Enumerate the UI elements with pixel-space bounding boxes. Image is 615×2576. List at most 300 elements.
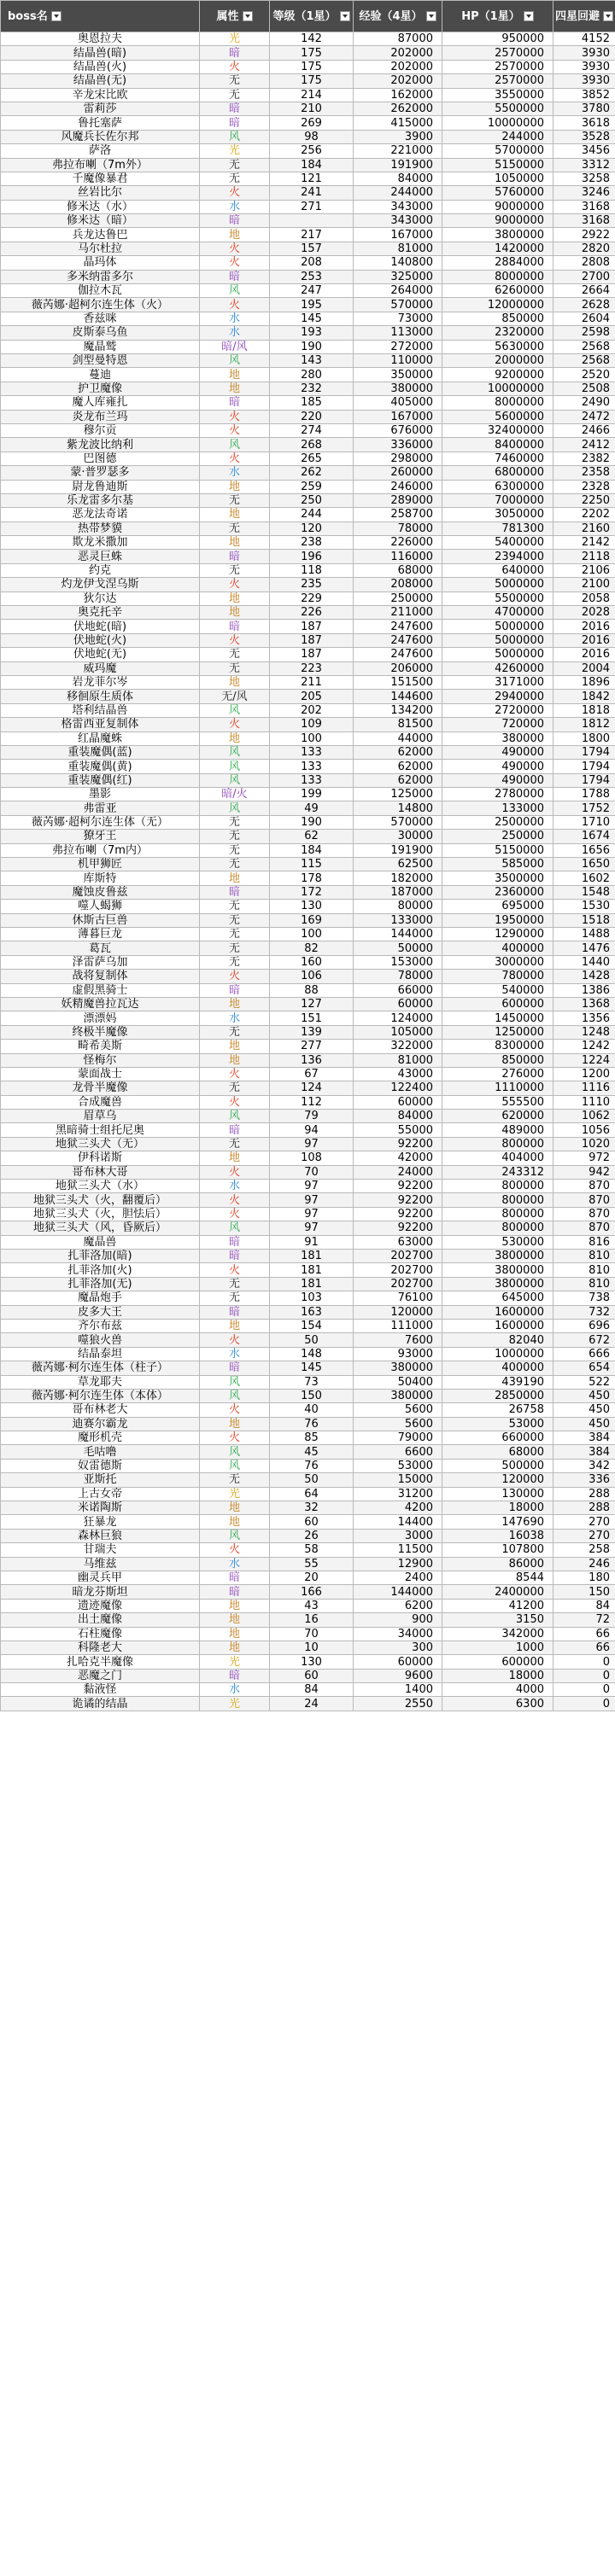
exp-cell: 247600: [354, 620, 442, 633]
exp-cell: 113000: [354, 326, 442, 340]
hp-cell: 3050000: [442, 508, 554, 522]
attribute-cell: 地: [200, 1613, 270, 1627]
exp-cell: 30000: [354, 830, 442, 843]
dodge-cell: 1356: [554, 1011, 615, 1025]
hp-cell: 9000000: [442, 214, 554, 228]
boss-name-cell: 出土魔像: [1, 1613, 200, 1627]
table-row: [1, 88, 615, 102]
exp-cell: 2550: [354, 1697, 442, 1711]
hp-cell: 3800000: [442, 1277, 554, 1291]
level-cell: 133: [270, 745, 354, 759]
table-row: [1, 242, 615, 255]
level-cell: 223: [270, 661, 354, 675]
level-cell: 220: [270, 410, 354, 423]
level-cell: 84: [270, 1683, 354, 1697]
exp-cell: 60000: [354, 997, 442, 1011]
boss-name-cell: 乐龙雷多尔基: [1, 493, 200, 507]
level-cell: 175: [270, 74, 354, 88]
boss-name-cell: 修米达（暗）: [1, 214, 200, 228]
table-row: [1, 1180, 615, 1193]
boss-name-cell: 重装魔偶(蓝): [1, 745, 200, 759]
filter-dropdown-icon[interactable]: [51, 11, 62, 21]
exp-cell: 244000: [354, 186, 442, 200]
exp-cell: 92200: [354, 1207, 442, 1221]
boss-name-cell: 黑暗骑士组托尼奥: [1, 1123, 200, 1137]
level-cell: 235: [270, 578, 354, 592]
level-cell: 244: [270, 508, 354, 522]
level-cell: 190: [270, 815, 354, 829]
dodge-cell: 1812: [554, 718, 615, 731]
boss-name-cell: 休斯古巨兽: [1, 913, 200, 927]
attribute-cell: 暗/风: [200, 340, 270, 353]
exp-cell: 9600: [354, 1669, 442, 1682]
attribute-cell: 风: [200, 1221, 270, 1235]
dodge-cell: 666: [554, 1347, 615, 1361]
boss-name-cell: 鲁托塞萨: [1, 116, 200, 130]
dodge-cell: 84: [554, 1599, 615, 1612]
level-cell: 79: [270, 1110, 354, 1123]
hp-cell: 695000: [442, 900, 554, 913]
level-cell: 64: [270, 1487, 354, 1501]
attribute-cell: 地: [200, 871, 270, 885]
boss-name-cell: 噬人蝎狮: [1, 900, 200, 913]
table-row: [1, 1221, 615, 1235]
attribute-cell: 暗/火: [200, 788, 270, 801]
table-row: [1, 1473, 615, 1487]
attribute-cell: 无: [200, 1025, 270, 1039]
table-row: [1, 46, 615, 60]
level-cell: 150: [270, 1389, 354, 1402]
dodge-cell: 2520: [554, 368, 615, 382]
dodge-cell: 270: [554, 1515, 615, 1529]
hp-cell: 3800000: [442, 228, 554, 242]
attribute-cell: 风: [200, 1389, 270, 1402]
boss-name-cell: 伏地蛇(暗): [1, 620, 200, 633]
table-row: [1, 592, 615, 605]
attribute-cell: 地: [200, 508, 270, 522]
boss-name-cell: 伽拉木瓦: [1, 284, 200, 298]
hp-cell: 7000000: [442, 493, 554, 507]
attribute-cell: 火: [200, 410, 270, 423]
table-row: [1, 1263, 615, 1277]
table-row: [1, 1557, 615, 1571]
boss-name-cell: 扎菲洛加(无): [1, 1277, 200, 1291]
dodge-cell: 2328: [554, 480, 615, 493]
hp-cell: 489000: [442, 1123, 554, 1137]
filter-dropdown-icon[interactable]: [340, 11, 350, 21]
level-cell: 145: [270, 312, 354, 325]
boss-name-cell: 风魔兵长佐尔邦: [1, 130, 200, 143]
boss-name-cell: 哥布林大哥: [1, 1165, 200, 1179]
boss-name-cell: 薄暮巨龙: [1, 928, 200, 941]
hp-cell: 86000: [442, 1557, 554, 1571]
boss-name-cell: 狂暴龙: [1, 1515, 200, 1529]
exp-cell: 31200: [354, 1487, 442, 1501]
hp-cell: 3000000: [442, 955, 554, 969]
dodge-cell: 3456: [554, 144, 615, 158]
hp-cell: 2500000: [442, 815, 554, 829]
table-row: [1, 1249, 615, 1262]
level-cell: 76: [270, 1459, 354, 1472]
hp-cell: 500000: [442, 1459, 554, 1472]
exp-cell: 167000: [354, 228, 442, 242]
exp-cell: 258700: [354, 508, 442, 522]
header-exp[interactable]: [354, 1, 442, 32]
dodge-cell: 270: [554, 1529, 615, 1542]
attribute-cell: 无: [200, 522, 270, 535]
table-row: [1, 102, 615, 115]
level-cell: 226: [270, 606, 354, 620]
table-row: [1, 1627, 615, 1641]
dodge-cell: 1020: [554, 1137, 615, 1151]
table-row: [1, 493, 615, 507]
dodge-cell: 654: [554, 1361, 615, 1375]
dodge-cell: 288: [554, 1501, 615, 1515]
hp-cell: 404000: [442, 1151, 554, 1165]
dodge-cell: 246: [554, 1557, 615, 1571]
boss-name-cell: 遗迹魔像: [1, 1599, 200, 1612]
filter-dropdown-icon[interactable]: [524, 11, 534, 21]
level-cell: 166: [270, 1585, 354, 1599]
dodge-cell: 942: [554, 1165, 615, 1179]
level-cell: 181: [270, 1263, 354, 1277]
hp-cell: 10000000: [442, 116, 554, 130]
table-row: [1, 410, 615, 423]
table-row: [1, 1487, 615, 1501]
filter-dropdown-icon[interactable]: [243, 11, 253, 21]
hp-cell: 130000: [442, 1487, 554, 1501]
hp-cell: 147690: [442, 1515, 554, 1529]
hp-cell: 555500: [442, 1095, 554, 1109]
exp-cell: 92200: [354, 1180, 442, 1193]
attribute-cell: 地: [200, 997, 270, 1011]
hp-cell: 32400000: [442, 423, 554, 437]
level-cell: 55: [270, 1557, 354, 1571]
boss-name-cell: 雷莉莎: [1, 102, 200, 115]
attribute-cell: 无: [200, 1291, 270, 1305]
level-cell: 271: [270, 200, 354, 213]
exp-cell: 92200: [354, 1193, 442, 1207]
hp-cell: 5000000: [442, 578, 554, 592]
attribute-cell: 无: [200, 900, 270, 913]
level-cell: 120: [270, 522, 354, 535]
attribute-cell: 无: [200, 1277, 270, 1291]
attribute-cell: 地: [200, 1641, 270, 1654]
table-row: [1, 32, 615, 46]
attribute-cell: 地: [200, 1501, 270, 1515]
attribute-cell: 火: [200, 242, 270, 255]
boss-name-cell: 怪梅尔: [1, 1053, 200, 1067]
attribute-cell: 火: [200, 1263, 270, 1277]
boss-name-cell: 马尔杜拉: [1, 242, 200, 255]
attribute-cell: 无: [200, 493, 270, 507]
level-cell: 269: [270, 116, 354, 130]
dodge-cell: 1428: [554, 970, 615, 983]
attribute-cell: 无: [200, 815, 270, 829]
boss-name-cell: 噬狼火兽: [1, 1333, 200, 1347]
attribute-cell: 光: [200, 32, 270, 46]
level-cell: [270, 214, 354, 228]
boss-name-cell: 上古女帝: [1, 1487, 200, 1501]
hp-cell: 8300000: [442, 1040, 554, 1053]
level-cell: 157: [270, 242, 354, 255]
exp-cell: 289000: [354, 493, 442, 507]
exp-cell: 76100: [354, 1291, 442, 1305]
exp-cell: 62000: [354, 760, 442, 773]
boss-name-cell: 结晶兽(暗): [1, 46, 200, 60]
hp-cell: 26758: [442, 1403, 554, 1417]
level-cell: 151: [270, 1011, 354, 1025]
dodge-cell: 1896: [554, 675, 615, 689]
header-exp-label: 经验（4星）: [359, 9, 423, 23]
attribute-cell: 火: [200, 1165, 270, 1179]
level-cell: 208: [270, 256, 354, 270]
exp-cell: 7600: [354, 1333, 442, 1347]
header-attr-label: 属性: [216, 9, 239, 23]
exp-cell: 191900: [354, 158, 442, 172]
boss-name-cell: 妖精魔兽拉瓦达: [1, 997, 200, 1011]
dodge-cell: 336: [554, 1473, 615, 1487]
attribute-cell: 水: [200, 466, 270, 480]
level-cell: 136: [270, 1053, 354, 1067]
header-attr[interactable]: [200, 1, 270, 32]
exp-cell: 78000: [354, 970, 442, 983]
exp-cell: 202700: [354, 1249, 442, 1262]
dodge-cell: 870: [554, 1180, 615, 1193]
attribute-cell: 水: [200, 326, 270, 340]
hp-cell: 1290000: [442, 928, 554, 941]
hp-cell: 244000: [442, 130, 554, 143]
hp-cell: 1450000: [442, 1011, 554, 1025]
table-row: [1, 997, 615, 1011]
hp-cell: 3800000: [442, 1263, 554, 1277]
exp-cell: 93000: [354, 1347, 442, 1361]
level-cell: 133: [270, 760, 354, 773]
attribute-cell: 地: [200, 228, 270, 242]
attribute-cell: 暗: [200, 550, 270, 563]
exp-cell: 14400: [354, 1515, 442, 1529]
boss-name-cell: 眉草乌: [1, 1110, 200, 1123]
dodge-cell: 2490: [554, 396, 615, 410]
hp-cell: 107800: [442, 1543, 554, 1557]
table-row: [1, 74, 615, 88]
table-row: [1, 830, 615, 843]
hp-cell: 41200: [442, 1599, 554, 1612]
boss-name-cell: 多米纳雷多尔: [1, 270, 200, 283]
hp-cell: 2394000: [442, 550, 554, 563]
dodge-cell: 2382: [554, 452, 615, 465]
boss-name-cell: 葛瓦: [1, 941, 200, 955]
attribute-cell: 火: [200, 1095, 270, 1109]
exp-cell: 24000: [354, 1165, 442, 1179]
exp-cell: 68000: [354, 563, 442, 577]
boss-name-cell: 巴图德: [1, 452, 200, 465]
exp-cell: 336000: [354, 438, 442, 452]
level-cell: 16: [270, 1613, 354, 1627]
boss-name-cell: 岩龙菲尔岑: [1, 675, 200, 689]
hp-cell: 781300: [442, 522, 554, 535]
attribute-cell: 地: [200, 675, 270, 689]
table-row: [1, 928, 615, 941]
hp-cell: 600000: [442, 1655, 554, 1669]
boss-name-cell: 奴雷德斯: [1, 1459, 200, 1472]
hp-cell: 4000: [442, 1683, 554, 1697]
attribute-cell: 地: [200, 1627, 270, 1641]
level-cell: 97: [270, 1193, 354, 1207]
dodge-cell: 1602: [554, 871, 615, 885]
attribute-cell: 无: [200, 648, 270, 661]
attribute-cell: 无: [200, 563, 270, 577]
hp-cell: 133000: [442, 801, 554, 815]
hp-cell: 6300: [442, 1697, 554, 1711]
hp-cell: 5700000: [442, 144, 554, 158]
attribute-cell: 无: [200, 88, 270, 102]
dodge-cell: 1752: [554, 801, 615, 815]
table-row: [1, 731, 615, 745]
boss-name-cell: 塔利结晶兽: [1, 703, 200, 717]
dodge-cell: 2028: [554, 606, 615, 620]
hp-cell: 8400000: [442, 438, 554, 452]
hp-cell: 800000: [442, 1193, 554, 1207]
boss-name-cell: 欺龙米撒加: [1, 536, 200, 550]
boss-name-cell: 终极半魔像: [1, 1025, 200, 1039]
hp-cell: 490000: [442, 773, 554, 787]
table-row: [1, 1165, 615, 1179]
table-row: [1, 1613, 615, 1627]
level-cell: 50: [270, 1333, 354, 1347]
hp-cell: 1110000: [442, 1081, 554, 1095]
filter-dropdown-icon[interactable]: [603, 11, 613, 21]
exp-cell: 43000: [354, 1067, 442, 1081]
boss-name-cell: 重装魔偶(黄): [1, 760, 200, 773]
level-cell: 172: [270, 885, 354, 899]
dodge-cell: 810: [554, 1277, 615, 1291]
exp-cell: 12900: [354, 1557, 442, 1571]
boss-name-cell: 泽雷萨乌加: [1, 955, 200, 969]
header-dodge[interactable]: [554, 1, 615, 32]
hp-cell: 3150: [442, 1613, 554, 1627]
exp-cell: 60000: [354, 1655, 442, 1669]
dodge-cell: 384: [554, 1431, 615, 1445]
exp-cell: 260000: [354, 466, 442, 480]
level-cell: 60: [270, 1515, 354, 1529]
table-row: [1, 843, 615, 857]
table-row: [1, 563, 615, 577]
boss-name-cell: 伏地蛇(火): [1, 633, 200, 647]
table-row: [1, 1207, 615, 1221]
level-cell: 253: [270, 270, 354, 283]
level-cell: 100: [270, 928, 354, 941]
level-cell: 163: [270, 1305, 354, 1319]
boss-name-cell: 扎菲洛加(火): [1, 1263, 200, 1277]
header-hp[interactable]: [442, 1, 554, 32]
boss-name-cell: 剑型曼特恩: [1, 353, 200, 367]
boss-name-cell: 魔晶鹫: [1, 340, 200, 353]
boss-name-cell: 战将复制体: [1, 970, 200, 983]
hp-cell: 800000: [442, 1137, 554, 1151]
boss-name-cell: 奥克托辛: [1, 606, 200, 620]
table-row: [1, 578, 615, 592]
attribute-cell: 风: [200, 801, 270, 815]
exp-cell: 62000: [354, 773, 442, 787]
dodge-cell: 0: [554, 1697, 615, 1711]
exp-cell: 3900: [354, 130, 442, 143]
attribute-cell: 地: [200, 1599, 270, 1612]
hp-cell: 3171000: [442, 675, 554, 689]
hp-cell: 1600000: [442, 1319, 554, 1332]
hp-cell: 2570000: [442, 46, 554, 60]
dodge-cell: 816: [554, 1235, 615, 1249]
hp-cell: 8544: [442, 1571, 554, 1584]
exp-cell: 60000: [354, 1095, 442, 1109]
attribute-cell: 风: [200, 1375, 270, 1389]
attribute-cell: 无/风: [200, 690, 270, 703]
boss-name-cell: 魔蚀皮鲁兹: [1, 885, 200, 899]
table-row: [1, 661, 615, 675]
dodge-cell: 342: [554, 1459, 615, 1472]
header-level[interactable]: [270, 1, 354, 32]
exp-cell: 151500: [354, 675, 442, 689]
dodge-cell: 2604: [554, 312, 615, 325]
exp-cell: 55000: [354, 1123, 442, 1137]
exp-cell: 84000: [354, 172, 442, 185]
hp-cell: 8000000: [442, 396, 554, 410]
hp-cell: 620000: [442, 1110, 554, 1123]
level-cell: 265: [270, 452, 354, 465]
table-row: [1, 1431, 615, 1445]
attribute-cell: 水: [200, 1011, 270, 1025]
boss-name-cell: 热带梦貘: [1, 522, 200, 535]
level-cell: 160: [270, 955, 354, 969]
level-cell: 112: [270, 1095, 354, 1109]
boss-name-cell: 炎龙布兰玛: [1, 410, 200, 423]
table-body: [1, 32, 615, 1711]
hp-cell: 720000: [442, 718, 554, 731]
boss-name-cell: 结晶兽(火): [1, 60, 200, 73]
table-row: [1, 1417, 615, 1431]
table-row: [1, 1053, 615, 1067]
dodge-cell: 1656: [554, 843, 615, 857]
exp-cell: 62000: [354, 745, 442, 759]
table-row: [1, 648, 615, 661]
hp-cell: 1250000: [442, 1025, 554, 1039]
dodge-cell: 2508: [554, 382, 615, 395]
level-cell: 91: [270, 1235, 354, 1249]
attribute-cell: 暗: [200, 102, 270, 115]
exp-cell: 81000: [354, 242, 442, 255]
hp-cell: 4260000: [442, 661, 554, 675]
table-row: [1, 200, 615, 213]
hp-cell: 12000000: [442, 298, 554, 312]
level-cell: 268: [270, 438, 354, 452]
boss-name-cell: 狄尔达: [1, 592, 200, 605]
level-cell: 259: [270, 480, 354, 493]
boss-name-cell: 畸希美斯: [1, 1040, 200, 1053]
hp-cell: 780000: [442, 970, 554, 983]
header-name[interactable]: [1, 1, 200, 32]
table-row: [1, 1585, 615, 1599]
filter-dropdown-icon[interactable]: [426, 11, 436, 21]
dodge-cell: 2250: [554, 493, 615, 507]
boss-name-cell: 漂漂妈: [1, 1011, 200, 1025]
level-cell: 106: [270, 970, 354, 983]
dodge-cell: 288: [554, 1487, 615, 1501]
level-cell: 32: [270, 1501, 354, 1515]
exp-cell: 570000: [354, 815, 442, 829]
attribute-cell: 暗: [200, 1305, 270, 1319]
hp-cell: 5630000: [442, 340, 554, 353]
dodge-cell: 810: [554, 1249, 615, 1262]
